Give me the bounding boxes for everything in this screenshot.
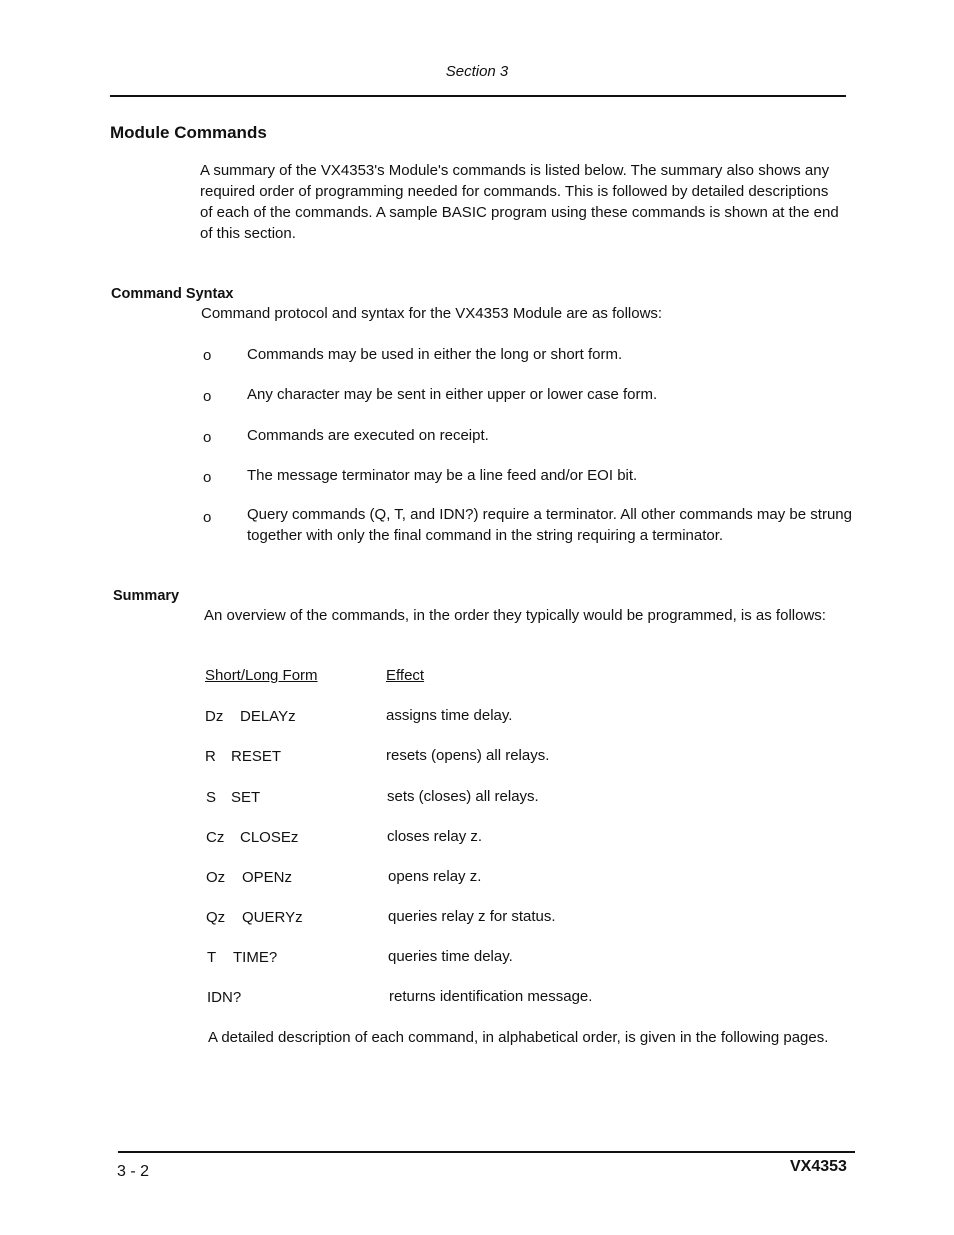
command-short: T <box>207 949 217 966</box>
bullet-marker: o <box>203 509 212 526</box>
page-number: 3 - 2 <box>117 1163 150 1180</box>
command-syntax-heading: Command Syntax <box>111 286 234 302</box>
bullet-marker: o <box>203 429 212 446</box>
bullet-item: Any character may be sent in either upper or lower case form. <box>247 386 658 403</box>
header-rule <box>110 95 846 97</box>
bullet-marker: o <box>203 469 212 486</box>
command-long: QUERYz <box>242 909 303 926</box>
command-effect: resets (opens) all relays. <box>386 747 550 764</box>
bullet-marker: o <box>203 388 212 405</box>
command-long: SET <box>231 789 261 806</box>
bullet-item: The message terminator may be a line feed and/or EOI bit. <box>247 467 638 484</box>
command-long: OPENz <box>242 869 293 886</box>
column-header-form: Short/Long Form <box>205 667 318 684</box>
command-short: Dz <box>205 708 224 725</box>
command-syntax-lead: Command protocol and syntax for the VX4353 Module are as follows: <box>201 305 663 322</box>
model-label: VX4353 <box>790 1158 847 1175</box>
command-effect: sets (closes) all relays. <box>387 788 539 805</box>
command-short: Cz <box>206 829 225 846</box>
summary-lead: An overview of the commands, in the order they typically would be programmed, is as follows: <box>204 607 826 624</box>
command-effect: assigns time delay. <box>386 707 513 724</box>
footer-rule <box>118 1151 855 1153</box>
command-long: DELAYz <box>240 708 296 725</box>
command-long: CLOSEz <box>240 829 299 846</box>
page-title: Module Commands <box>110 123 267 142</box>
command-effect: returns identification message. <box>389 988 593 1005</box>
bullet-item: Query commands (Q, T, and IDN?) require a terminator. All other commands may be strung together with only the final command in the string requiring a terminator. <box>247 506 852 544</box>
command-short: R <box>205 748 216 765</box>
command-effect: opens relay z. <box>388 868 482 885</box>
bullet-marker: o <box>203 347 212 364</box>
summary-heading: Summary <box>113 588 180 604</box>
command-effect: closes relay z. <box>387 828 483 845</box>
command-long: TIME? <box>233 949 278 966</box>
command-long: RESET <box>231 748 282 765</box>
command-short: Oz <box>206 869 226 886</box>
command-short: S <box>206 789 217 806</box>
outro-paragraph: A detailed description of each command, in alphabetical order, is given in the following pages. <box>208 1029 829 1046</box>
command-short: Qz <box>206 909 226 926</box>
intro-paragraph: A summary of the VX4353's Module's commands is listed below. The summary also shows any required order of programming needed for commands. This is followed by detailed descriptions of each of the commands. A sample BASIC program using these commands is shown at the end of this section. <box>200 162 839 242</box>
command-effect: queries time delay. <box>388 948 513 965</box>
section-label: Section 3 <box>445 63 509 80</box>
command-short: IDN? <box>207 989 242 1006</box>
column-header-effect: Effect <box>386 667 425 684</box>
bullet-item: Commands are executed on receipt. <box>247 427 489 444</box>
command-effect: queries relay z for status. <box>388 908 556 925</box>
bullet-item: Commands may be used in either the long or short form. <box>247 346 623 363</box>
